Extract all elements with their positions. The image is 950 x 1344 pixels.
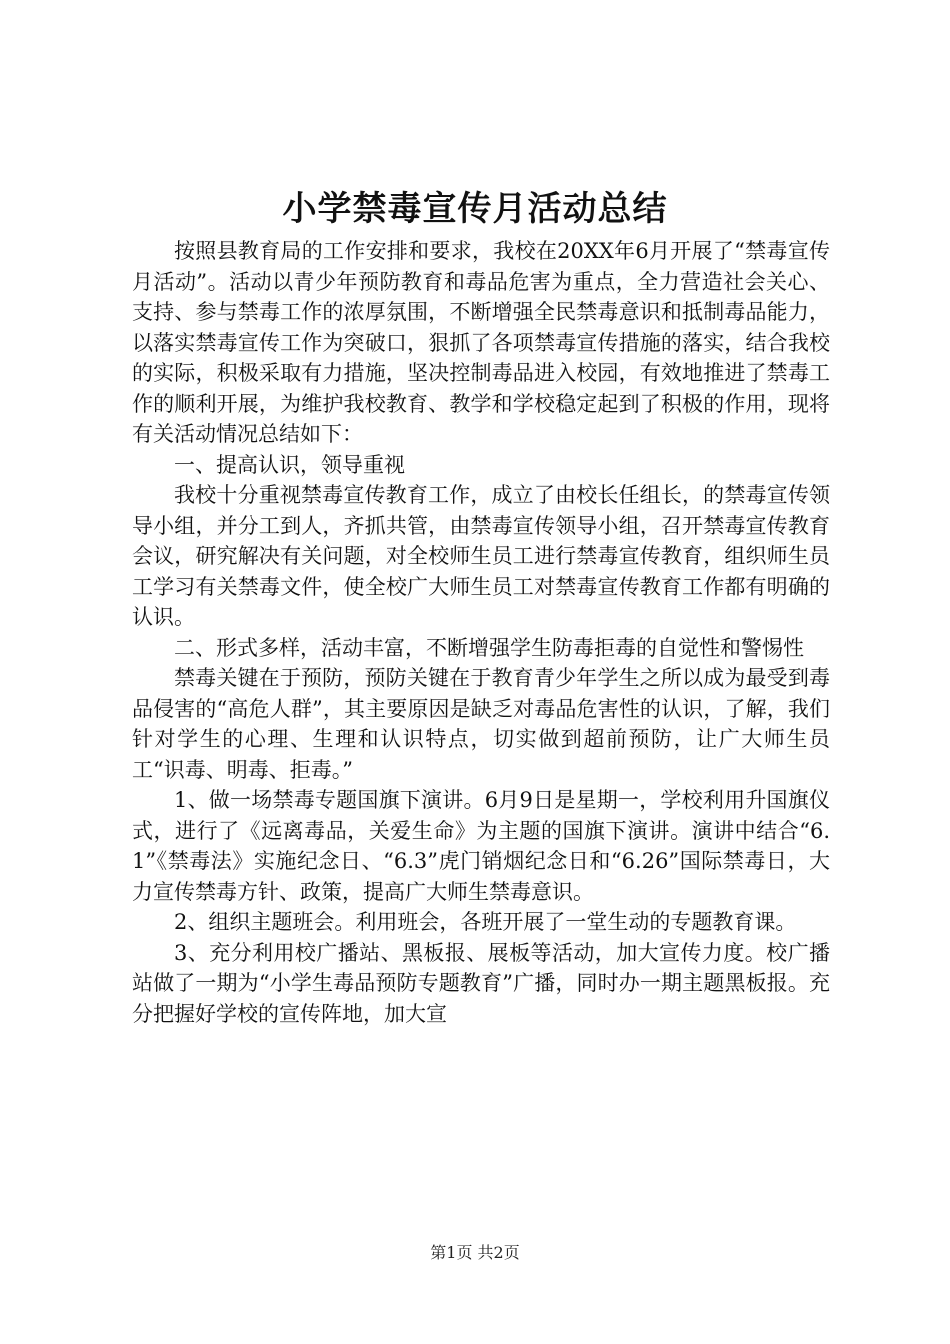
paragraph-section-2: 禁毒关键在于预防，预防关键在于教育青少年学生之所以成为最受到毒品侵害的“高危人群”，其主要原因是缺乏对毒品危害性的认识，了解，我们针对学生的心理、生理和认识特点，切实做到超前预防，让广大师生员工“识毒、明毒、拒毒。”: [132, 666, 830, 782]
document-title: 小学禁毒宣传月活动总结: [282, 189, 668, 229]
paragraph-intro: 按照县教育局的工作安排和要求，我校在20XX年6月开展了“禁毒宣传月活动”。活动以青少年预防教育和毒品危害为重点，全力营造社会关心、支持、参与禁毒工作的浓厚氛围，不断增强全民禁毒意识和抵制毒品能力，以落实禁毒宣传工作为突破口，狠抓了各项禁毒宣传措施的落实，结合我校的实际，积极采取有力措施，坚决控制毒品进入校园，有效地推进了禁毒工作的顺利开展，为维护我校教育、教学和学校稳定起到了积极的作用，现将有关活动情况总结如下：: [132, 239, 830, 446]
paragraph-item-3: 3、充分利用校广播站、黑板报、展板等活动，加大宣传力度。校广播站做了一期为“小学生毒品预防专题教育”广播，同时办一期主题黑板报。充分把握好学校的宣传阵地，加大宣: [132, 940, 830, 1026]
paragraph-item-2: 2、组织主题班会。利用班会，各班开展了一堂生动的专题教育课。: [174, 910, 797, 934]
section-heading-1: 一、提高认识，领导重视: [174, 452, 405, 477]
paragraph-item-1: 1、做一场禁毒专题国旗下演讲。6月9日是星期一，学校利用升国旗仪式，进行了《远离毒品，关爱生命》为主题的国旗下演讲。演讲中结合“6.1”《禁毒法》实施纪念日、“6.3”虎门销烟纪念日和“6.26”国际禁毒日，大力宣传禁毒方针、政策，提高广大师生禁毒意识。: [132, 788, 830, 904]
document-body: [132, 236, 830, 1029]
page-indicator: 第1页 共2页: [430, 1243, 520, 1262]
section-heading-2: 二、形式多样，活动丰富，不断增强学生防毒拒毒的自觉性和警惕性: [174, 635, 804, 660]
paragraph-section-1: 我校十分重视禁毒宣传教育工作，成立了由校长任组长，的禁毒宣传领导小组，并分工到人，齐抓共管，由禁毒宣传领导小组，召开禁毒宣传教育会议，研究解决有关问题，对全校师生员工进行禁毒宣传教育，组织师生员工学习有关禁毒文件，使全校广大师生员工对禁毒宣传教育工作都有明确的认识。: [132, 483, 830, 629]
